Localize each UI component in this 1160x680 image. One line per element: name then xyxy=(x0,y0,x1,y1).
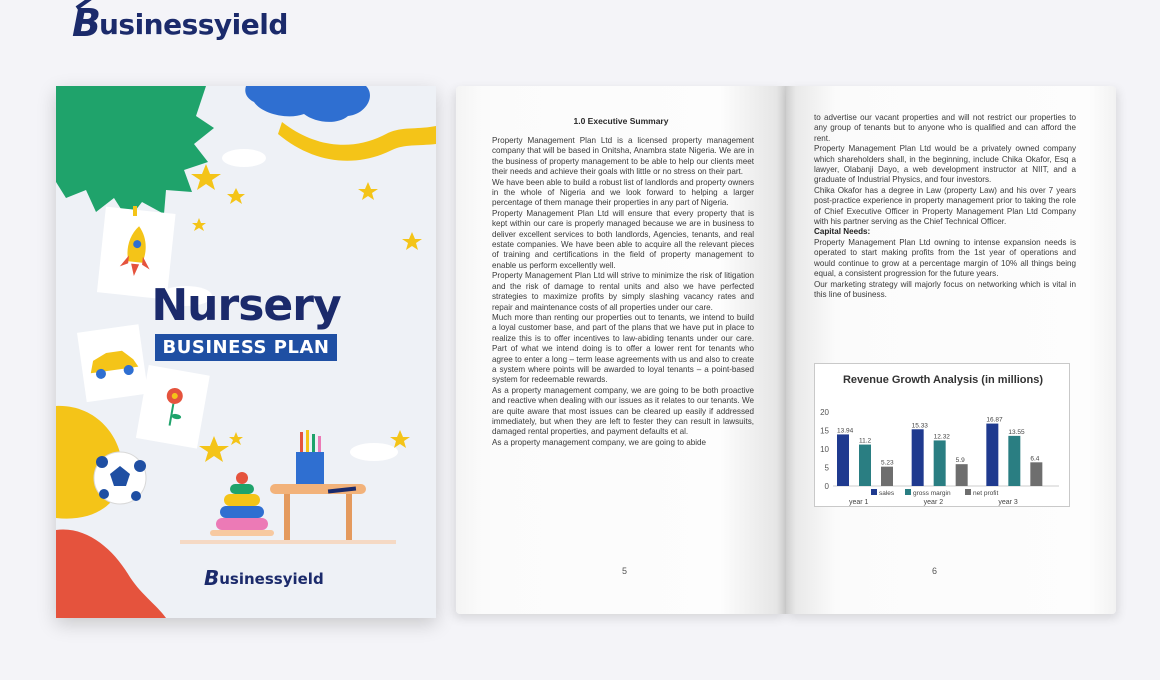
data-label: 13.94 xyxy=(837,427,854,435)
brand-logo-text: usinessyield xyxy=(98,8,288,41)
star-icon xyxy=(191,164,221,190)
y-tick-label: 0 xyxy=(824,482,829,491)
data-label: 15.33 xyxy=(911,422,928,430)
flower-card xyxy=(136,365,210,449)
bar-sales xyxy=(837,434,849,486)
book-cover xyxy=(56,86,436,618)
star-icon xyxy=(227,188,245,204)
category-label: year 3 xyxy=(998,499,1018,506)
cover-title: Nursery xyxy=(151,280,341,331)
bar-net-profit xyxy=(1030,462,1042,486)
left-page-body xyxy=(492,136,754,448)
page-right xyxy=(786,86,1116,614)
category-label: year 2 xyxy=(923,499,944,506)
category-label: year 1 xyxy=(849,499,869,506)
data-label: 13.55 xyxy=(1008,428,1025,436)
cloud-shape xyxy=(350,443,398,461)
paragraph: Our marketing strategy will majorly focus on networking which is vital in this line of business. xyxy=(814,279,1076,299)
bar-gross-margin xyxy=(859,445,871,486)
paragraph: Property Management Plan Ltd is a licensed property management company that will be based in Onitsha, Anambra state Nigeria. We are in the business of property management to be able to help our clients meet their needs and achieve their goals with little or no stress on their part. xyxy=(492,136,754,177)
cloud-shape xyxy=(222,149,266,167)
open-book xyxy=(456,86,1116,616)
star-icon xyxy=(229,432,243,445)
floor-shadow xyxy=(180,540,396,544)
legend-swatch xyxy=(965,489,971,495)
ring-stacker-toy xyxy=(210,472,274,536)
bar-gross-margin xyxy=(1008,436,1020,486)
legend-label: gross margin xyxy=(913,490,951,497)
data-label: 5.9 xyxy=(955,457,965,465)
y-tick-label: 15 xyxy=(820,426,829,436)
brand-logo-letter: B xyxy=(72,1,101,45)
brand-logo xyxy=(72,1,288,45)
chart-plot xyxy=(815,364,1071,508)
star-icon xyxy=(402,232,422,250)
yellow-wave xyxy=(278,122,436,161)
y-tick-label: 10 xyxy=(820,445,829,454)
cover-logo-letter: B xyxy=(204,566,220,590)
paragraph: Property Management Plan Ltd will ensure that every property that is kept within our care is properly managed because we are in business to deliver excellent services to both landlords, Agencies, tenants, and real estate companies. We have been able to acquire all the relevant pieces of training and certifications in the field of property management to enable us perform excellently well. xyxy=(492,208,754,270)
paragraph: We have been able to build a robust list of landlords and property owners in the whole of Nigeria and we look forward to helping a larger percentage of them manage their properties in any part of Nigeria. xyxy=(492,177,754,208)
green-sunburst xyxy=(56,86,214,220)
page-number: 6 xyxy=(932,566,938,576)
legend-label: sales xyxy=(879,490,895,497)
pin-icon xyxy=(133,206,137,216)
data-label: 11.2 xyxy=(859,437,872,445)
legend-swatch xyxy=(905,489,911,495)
paragraph: As a property management company, we are going to be both proactive and reactive when dealing with our issues as it relates to our tenants. We are quite aware that most issues can be cleared up easily if addressed immediately, but when they are left to fester they can result in lawsuits, damaged rental properties, and payment defaults et al. xyxy=(492,385,754,437)
chart-title: Revenue Growth Analysis (in millions) xyxy=(842,374,1044,386)
paragraph: Property Management Plan Ltd will strive to minimize the risk of litigation and the risk of damage to rental units and also we have perfected strategies to maximize profits by simply slashing vacancy rates and repair and maintenance costs of all properties under our care. xyxy=(492,271,754,312)
star-icon xyxy=(390,430,410,448)
data-label: 12.32 xyxy=(933,433,950,441)
paragraph: Property Management Plan Ltd would be a privately owned company which shareholders shall, in the beginning, include Chika Okafor, Esq a lawyer, Olabanji Dayo, a web development instructor at NIIT, and a graduate of Industrial Physics, and four investors. xyxy=(814,144,1076,185)
data-label: 16.87 xyxy=(986,416,1003,424)
legend-swatch xyxy=(871,489,877,495)
paragraph: to advertise our vacant properties and will not restrict our properties to any group of tenants but to anyone who is qualified and can afford the rent. xyxy=(814,113,1076,143)
capital-needs-heading: Capital Needs: xyxy=(814,227,871,237)
page-left xyxy=(456,86,786,614)
legend-label: net profit xyxy=(973,490,999,497)
cover-subtitle: BUSINESS PLAN xyxy=(155,334,338,361)
star-icon xyxy=(192,218,206,231)
y-tick-label: 5 xyxy=(824,463,829,473)
paragraph: As a property management company, we are going to abide xyxy=(492,437,707,447)
cover-logo-text: usinessyield xyxy=(219,570,324,588)
data-label: 5.23 xyxy=(881,459,894,467)
y-tick-label: 20 xyxy=(820,408,829,417)
section-heading: 1.0 Executive Summary xyxy=(573,116,669,126)
page-number: 5 xyxy=(622,566,628,576)
paragraph: Much more than renting our properties out to tenants, we intend to build a loyal customer base, and part of the plans that we have put in place to realize this is to offer incentives to law-abiding tenants under our care. Part of what we intend doing is to offer a lower rent for tenants who agree to enter a long – term lease agreements with us and also to create a system where points will be awarded to loyal tenants – a point-based system for redeemable rewards. xyxy=(492,312,754,385)
revenue-chart xyxy=(814,363,1070,507)
bar-net-profit xyxy=(881,467,893,486)
blue-cloud-shape xyxy=(245,86,370,122)
bar-gross-margin xyxy=(934,440,946,486)
paragraph: Chika Okafor has a degree in Law (property Law) and his over 7 years post-practice experience in property management prior to taking the role of Chief Executive Officer in Property Management Plan Ltd Company with his partner serving as the Chief Technical Officer. xyxy=(814,185,1076,227)
cover-title-block xyxy=(56,280,436,361)
small-table xyxy=(270,430,366,544)
paragraph: Property Management Plan Ltd owning to intense expansion needs is operated to start making profits from the 1st year of operations and would continue to grow at a percentage margin of 10% all things being equal, a consistent progression for the future years. xyxy=(814,237,1076,279)
bar-net-profit xyxy=(956,464,968,486)
cover-logo xyxy=(204,568,324,588)
right-page-body xyxy=(814,113,1076,300)
bar-sales xyxy=(912,429,924,486)
soccer-ball xyxy=(94,452,146,504)
data-label: 6.4 xyxy=(1030,455,1040,463)
red-blob xyxy=(56,530,166,618)
star-icon xyxy=(358,182,378,200)
bar-sales xyxy=(986,424,998,486)
star-icon xyxy=(199,436,229,462)
